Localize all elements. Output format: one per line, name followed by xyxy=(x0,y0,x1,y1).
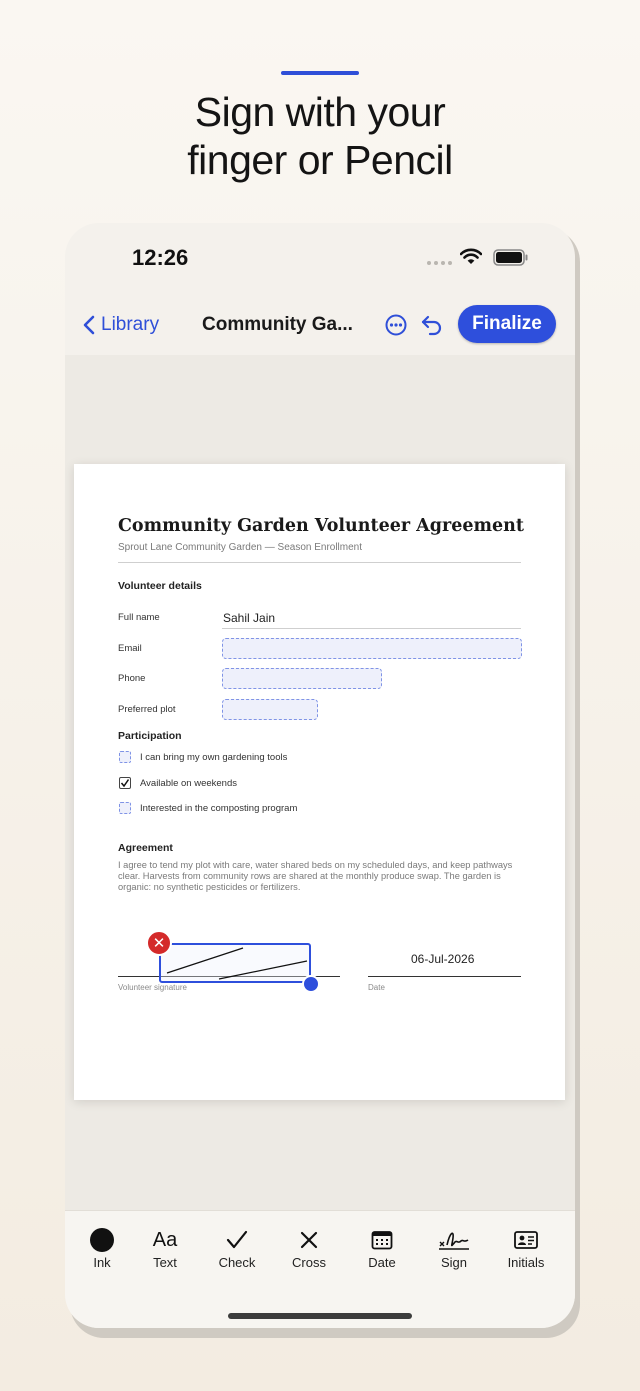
preferred-plot-label: Preferred plot xyxy=(118,704,176,715)
document-page xyxy=(74,464,565,1100)
full-name-value[interactable]: Sahil Jain xyxy=(223,611,276,625)
tool-ink-label: Ink xyxy=(93,1255,111,1270)
tool-text[interactable] xyxy=(130,1211,200,1291)
phone-label: Phone xyxy=(118,673,146,684)
preferred-plot-field[interactable] xyxy=(222,699,318,720)
battery-icon xyxy=(493,249,529,266)
tool-initials[interactable] xyxy=(491,1211,561,1291)
close-icon: ✕ xyxy=(152,935,166,952)
signature-stroke xyxy=(161,945,309,981)
tool-text-label: Text xyxy=(153,1255,177,1270)
date-value[interactable]: 06-Jul-2026 xyxy=(411,952,475,966)
cross-icon xyxy=(300,1231,318,1249)
tool-check[interactable] xyxy=(202,1211,272,1291)
tool-check-label: Check xyxy=(218,1255,256,1270)
tool-cross-label: Cross xyxy=(292,1255,326,1270)
checkmark-icon xyxy=(226,1230,248,1250)
back-button[interactable] xyxy=(83,314,159,336)
email-label: Email xyxy=(118,643,142,654)
back-label: Library xyxy=(101,314,160,335)
navigation-bar xyxy=(65,298,575,353)
delete-signature-button[interactable] xyxy=(146,930,172,956)
tool-cross[interactable] xyxy=(274,1211,344,1291)
checkbox-label-composting: Interested in the composting program xyxy=(140,803,298,814)
checkbox-weekends[interactable] xyxy=(119,777,131,789)
checkbox-composting[interactable] xyxy=(119,802,131,814)
section-agreement: Agreement xyxy=(118,842,173,854)
tool-sign-label: Sign xyxy=(440,1255,468,1270)
tool-sign[interactable] xyxy=(419,1211,489,1291)
finalize-button[interactable]: Finalize xyxy=(458,305,556,343)
wifi-icon xyxy=(460,248,482,265)
tool-initials-label: Initials xyxy=(507,1255,545,1270)
chevron-left-icon xyxy=(83,315,95,335)
more-options-icon[interactable] xyxy=(385,314,407,336)
document-title: Community Ga... xyxy=(202,314,353,335)
undo-icon[interactable] xyxy=(420,314,444,336)
tool-date-label: Date xyxy=(368,1255,396,1270)
signal-dots-icon xyxy=(427,261,452,265)
ink-color-icon xyxy=(90,1228,114,1252)
signature-icon xyxy=(438,1228,470,1252)
checkmark-icon xyxy=(120,778,130,788)
tool-date[interactable] xyxy=(347,1211,417,1291)
title-divider xyxy=(118,562,521,563)
phone-field[interactable] xyxy=(222,668,382,689)
accent-bar xyxy=(281,71,359,75)
full-name-underline xyxy=(222,628,521,629)
full-name-label: Full name xyxy=(118,612,160,623)
checkbox-label-weekends: Available on weekends xyxy=(140,778,238,789)
section-volunteer-details: Volunteer details xyxy=(118,580,202,592)
signature-selection-box[interactable] xyxy=(159,943,311,983)
tool-bar xyxy=(65,1210,575,1328)
headline-line-2: finger or Pencil xyxy=(187,137,453,183)
checkbox-own-tools[interactable] xyxy=(119,751,131,763)
status-time: 12:26 xyxy=(132,245,189,270)
checkbox-label-own-tools: I can bring my own gardening tools xyxy=(140,752,288,763)
home-indicator xyxy=(228,1313,412,1319)
signature-caption: Volunteer signature xyxy=(118,983,187,992)
email-field[interactable] xyxy=(222,638,522,659)
date-line xyxy=(368,976,521,977)
date-caption: Date xyxy=(368,983,385,992)
initials-card-icon xyxy=(514,1230,538,1250)
agreement-text: I agree to tend my plot with care, water shared beds on my scheduled days, and keep pathways clear. Harvests from community rows are shared at the monthly produce swap. The garden is organic: no synthetic pesticides or fertilizers. xyxy=(118,860,513,892)
form-title: Community Garden Volunteer Agreement xyxy=(118,516,524,536)
resize-handle[interactable] xyxy=(302,975,320,993)
tool-ink[interactable] xyxy=(67,1211,137,1291)
calendar-icon xyxy=(371,1230,393,1250)
form-subtitle: Sprout Lane Community Garden — Season Enrollment xyxy=(118,542,363,553)
headline xyxy=(0,88,640,184)
section-participation: Participation xyxy=(118,730,182,742)
headline-line-1: Sign with your xyxy=(194,89,446,135)
text-icon: Aa xyxy=(152,1228,178,1251)
